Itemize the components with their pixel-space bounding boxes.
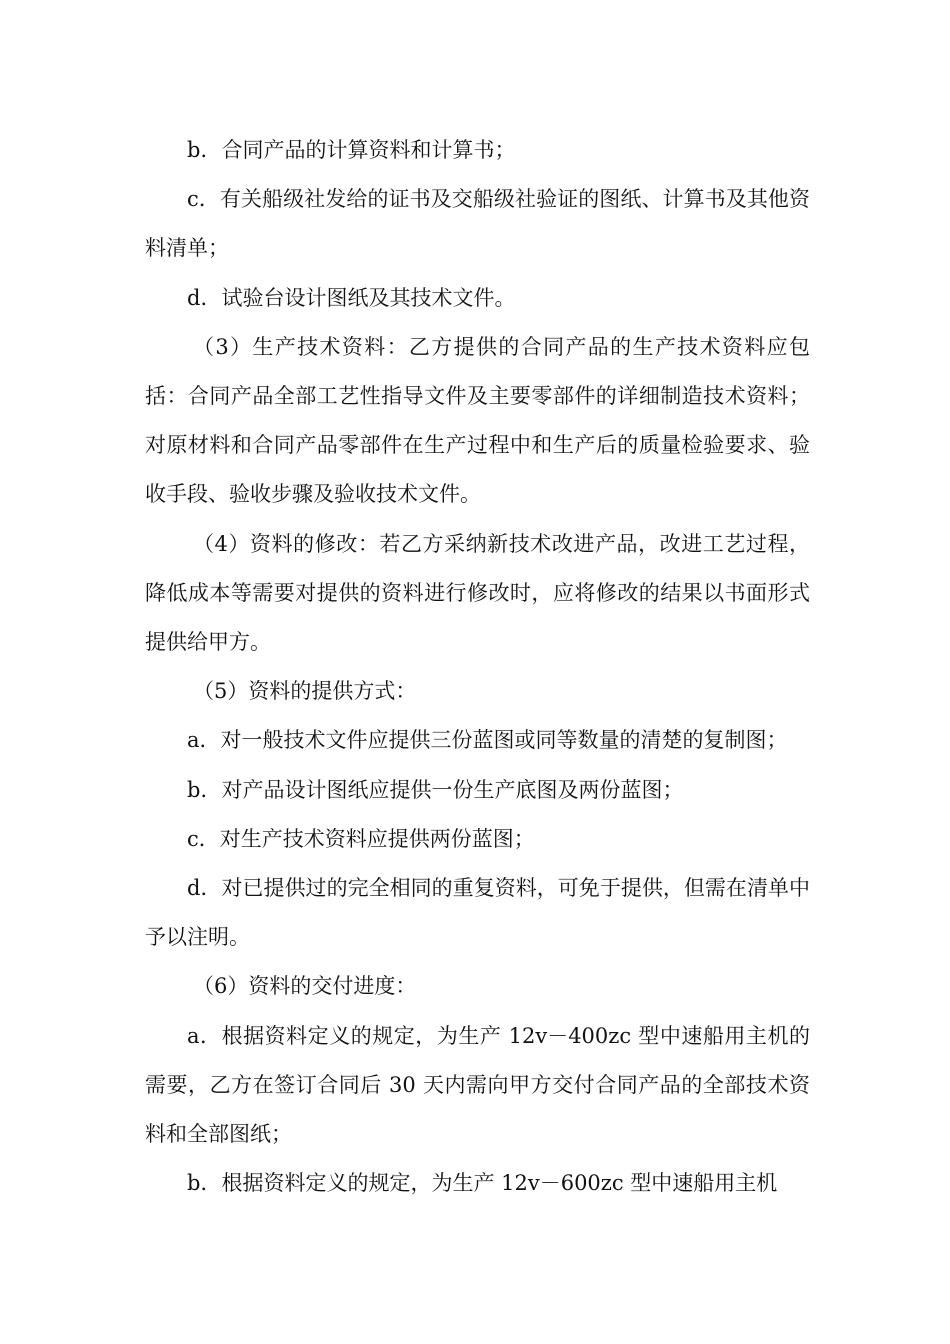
- paragraph-c-certificates: c．有关船级社发给的证书及交船级社验证的图纸、计算书及其他资料清单；: [145, 187, 810, 261]
- paragraph-4-modification: （4）资料的修改：若乙方采纳新技术改进产品，改进工艺过程，降低成本等需要对提供的资料进行修改时，应将修改的结果以书面形式提供给甲方。: [145, 531, 810, 655]
- paragraph-6b: b．根据资料定义的规定，为生产 12v－600zc 型中速船用主机: [187, 1171, 778, 1196]
- paragraph-5b: b．对产品设计图纸应提供一份生产底图及两份蓝图；: [187, 777, 684, 802]
- paragraph-6-delivery-schedule: （6）资料的交付进度：: [193, 974, 417, 999]
- paragraph-b-calc: b．合同产品的计算资料和计算书；: [187, 138, 516, 162]
- paragraph-5-provision-method: （5）资料的提供方式：: [193, 679, 417, 704]
- paragraph-d-test-bench: d．试验台设计图纸及其技术文件。: [187, 285, 516, 310]
- paragraph-5d: d．对已提供过的完全相同的重复资料，可免于提供，但需在清单中予以注明。: [145, 876, 810, 950]
- paragraph-5a: a．对一般技术文件应提供三份蓝图或同等数量的清楚的复制图；: [187, 728, 788, 753]
- paragraph-6a: a．根据资料定义的规定，为生产 12v－400zc 型中速船用主机的需要，乙方在签订合同后 30 天内需向甲方交付合同产品的全部技术资料和全部图纸；: [145, 1023, 810, 1147]
- paragraph-5c: c．对生产技术资料应提供两份蓝图；: [187, 826, 535, 851]
- paragraph-3-production-tech: （3）生产技术资料：乙方提供的合同产品的生产技术资料应包括：合同产品全部工艺性指导文件及主要零部件的详细制造技术资料；对原材料和合同产品零部件在生产过程中和生产后的质量检验要求、验收手段、验收步骤及验收技术文件。: [145, 334, 810, 507]
